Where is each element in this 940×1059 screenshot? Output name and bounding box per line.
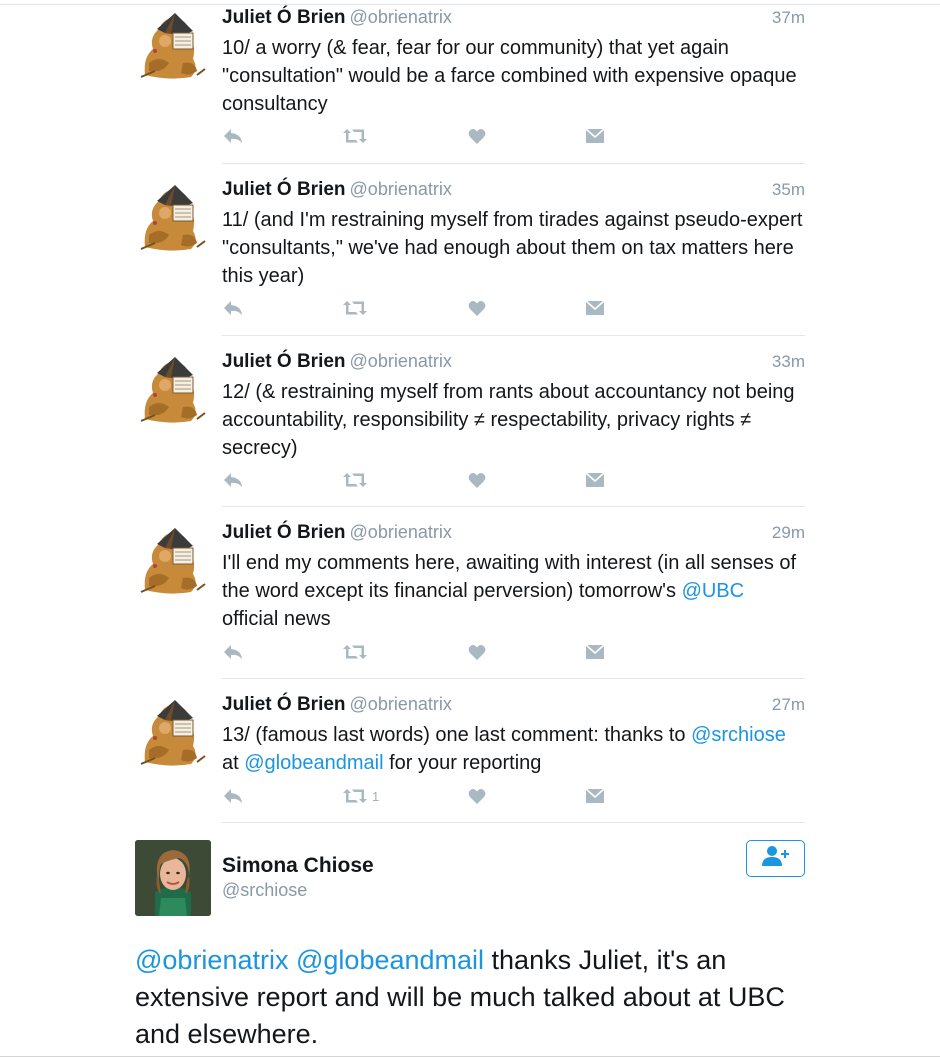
- tweet-text-run: 13/ (famous last words) one last comment: thanks to: [222, 724, 692, 746]
- author-handle[interactable]: @obrienatrix: [349, 522, 452, 542]
- author-name[interactable]: Juliet Ó Brien: [222, 179, 346, 200]
- heart-icon: [468, 788, 486, 805]
- tweet-text-run: official news: [222, 608, 331, 630]
- timestamp[interactable]: 29m: [771, 523, 805, 542]
- mention-link[interactable]: @UBC: [681, 580, 745, 602]
- tweet-divider: [222, 678, 805, 679]
- retweet-button[interactable]: [342, 469, 372, 491]
- reply-button[interactable]: [222, 297, 244, 319]
- reply-icon: [222, 643, 244, 661]
- like-button[interactable]: [468, 785, 486, 807]
- avatar[interactable]: [135, 351, 210, 426]
- avatar[interactable]: [135, 7, 210, 82]
- top-divider: [0, 4, 940, 5]
- timestamp[interactable]: 35m: [771, 180, 805, 199]
- tweet-divider: [222, 335, 805, 336]
- bottom-divider: [0, 1056, 940, 1057]
- tweet-text: [222, 206, 805, 290]
- retweet-icon: [342, 471, 368, 489]
- heart-icon: [468, 472, 486, 489]
- follow-button[interactable]: [746, 840, 805, 877]
- tweet-body: [222, 522, 805, 633]
- tweet-text: [222, 721, 805, 777]
- tweet-text-run: 12/ (& restraining myself from rants about accountancy not being accountability, responsibility ≠ respectability, privacy rights ≠ secrecy): [222, 381, 795, 459]
- author-handle[interactable]: @obrienatrix: [349, 7, 452, 27]
- envelope-icon: [585, 472, 605, 488]
- tweet-body: [222, 351, 805, 462]
- heart-icon: [468, 644, 486, 661]
- tweet-text-run: [288, 945, 296, 975]
- retweet-button[interactable]: [342, 297, 372, 319]
- author-name[interactable]: Juliet Ó Brien: [222, 522, 346, 543]
- avatar[interactable]: [135, 694, 210, 769]
- tweet-header: [222, 351, 805, 379]
- tweet-header: [222, 179, 805, 207]
- direct-message-button[interactable]: [585, 641, 605, 663]
- reply-button[interactable]: [222, 125, 244, 147]
- tweet[interactable]: [135, 179, 805, 319]
- tweet[interactable]: [135, 522, 805, 663]
- retweet-button[interactable]: [342, 785, 379, 807]
- envelope-icon: [585, 788, 605, 804]
- like-button[interactable]: [468, 641, 486, 663]
- mention-link[interactable]: @obrienatrix: [135, 945, 289, 975]
- tweet-divider: [222, 506, 805, 507]
- tweet-text: [222, 378, 805, 462]
- tweet[interactable]: [135, 694, 805, 807]
- mention-link[interactable]: @globeandmail: [296, 945, 485, 975]
- heart-icon: [468, 300, 486, 317]
- tweet-body: [222, 179, 805, 290]
- like-button[interactable]: [468, 469, 486, 491]
- mention-link[interactable]: @globeandmail: [244, 752, 384, 774]
- author-handle[interactable]: @obrienatrix: [349, 351, 452, 371]
- timestamp[interactable]: 33m: [771, 352, 805, 371]
- tweet-text-run: thanks Juliet, it's an extensive report and will be much talked about at UBC and elsewhere.: [135, 945, 785, 1049]
- tweet-text-run: 11/ (and I'm restraining myself from tirades against pseudo-expert "consultants," we've had enough about them on tax matters here this year): [222, 209, 803, 287]
- timestamp[interactable]: 37m: [771, 8, 805, 27]
- retweet-icon: [342, 299, 368, 317]
- tweet-text-run: I'll end my comments here, awaiting with interest (in all senses of the word except its financial perversion) tomorrow's: [222, 552, 797, 602]
- avatar[interactable]: [135, 840, 211, 916]
- tweet-body: [222, 694, 805, 777]
- author-handle[interactable]: @obrienatrix: [349, 179, 452, 199]
- tweet-actions: [222, 125, 642, 147]
- tweet-actions: [222, 785, 642, 807]
- author-handle[interactable]: @srchiose: [222, 880, 308, 900]
- tweet-text: [222, 34, 805, 118]
- direct-message-button[interactable]: [585, 297, 605, 319]
- author-name[interactable]: Juliet Ó Brien: [222, 694, 346, 715]
- tweet-text-run: at: [222, 752, 245, 774]
- tweet-text-run: 10/ a worry (& fear, fear for our community) that yet again "consultation" would be a farce combined with expensive opaque consultancy: [222, 37, 797, 115]
- author-name[interactable]: Juliet Ó Brien: [222, 351, 346, 372]
- tweet-text-run: for your reporting: [383, 752, 542, 774]
- retweet-icon: [342, 643, 368, 661]
- tweet-actions: [222, 469, 642, 491]
- tweet[interactable]: [135, 7, 805, 147]
- direct-message-button[interactable]: [585, 785, 605, 807]
- tweet-divider: [222, 822, 805, 823]
- retweet-button[interactable]: [342, 125, 372, 147]
- tweet-divider: [222, 163, 805, 164]
- like-button[interactable]: [468, 125, 486, 147]
- author-handle[interactable]: @obrienatrix: [349, 694, 452, 714]
- add-user-icon: [761, 845, 791, 872]
- retweet-icon: [342, 127, 368, 145]
- tweet[interactable]: [135, 351, 805, 491]
- tweet-header: [222, 522, 805, 550]
- tweet-body: [222, 7, 805, 118]
- tweet-text: [135, 942, 815, 1053]
- avatar[interactable]: [135, 522, 210, 597]
- direct-message-button[interactable]: [585, 125, 605, 147]
- retweet-button[interactable]: [342, 641, 372, 663]
- reply-button[interactable]: [222, 469, 244, 491]
- reply-icon: [222, 471, 244, 489]
- reply-icon: [222, 299, 244, 317]
- tweet-header: [222, 694, 805, 722]
- reply-icon: [222, 787, 244, 805]
- envelope-icon: [585, 644, 605, 660]
- tweet-header: [222, 7, 805, 35]
- retweet-icon: [342, 787, 368, 805]
- timestamp[interactable]: 27m: [771, 695, 805, 714]
- reply-icon: [222, 127, 244, 145]
- heart-icon: [468, 128, 486, 145]
- direct-message-button[interactable]: [585, 469, 605, 491]
- tweet-text: [222, 549, 805, 633]
- envelope-icon: [585, 300, 605, 316]
- retweet-count: 1: [372, 788, 380, 804]
- author-name[interactable]: Simona Chiose: [222, 854, 374, 877]
- tweet-actions: [222, 297, 642, 319]
- reply-button[interactable]: [222, 641, 244, 663]
- envelope-icon: [585, 128, 605, 144]
- mention-link[interactable]: @srchiose: [691, 724, 786, 746]
- avatar[interactable]: [135, 179, 210, 254]
- like-button[interactable]: [468, 297, 486, 319]
- author-name[interactable]: Juliet Ó Brien: [222, 7, 346, 28]
- reply-button[interactable]: [222, 785, 244, 807]
- tweet-actions: [222, 641, 642, 663]
